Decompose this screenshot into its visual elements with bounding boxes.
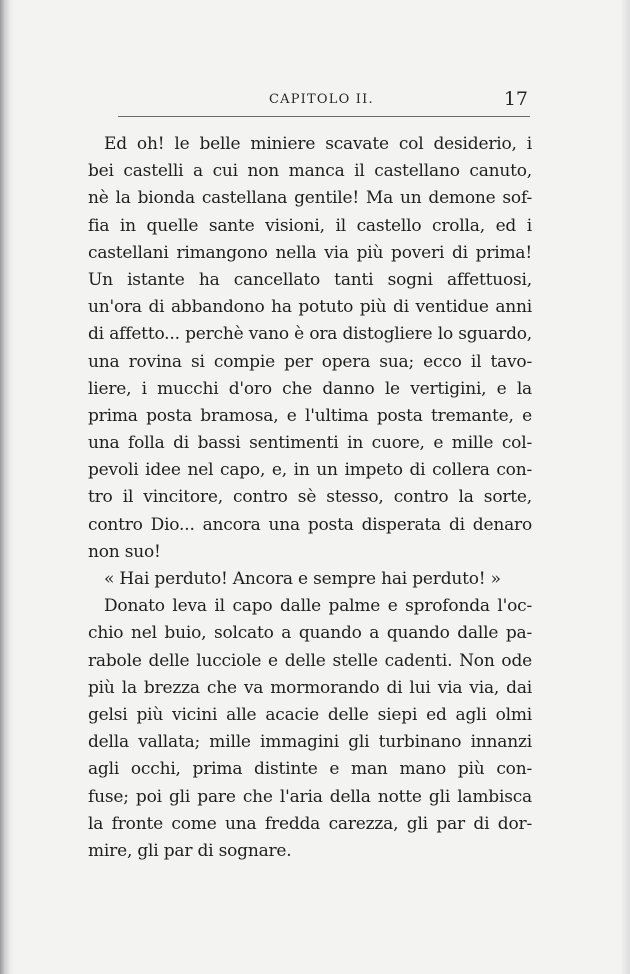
body-text	[88, 131, 532, 865]
text-line: prima posta bramosa, e l'ultima posta tremante, e	[88, 405, 532, 426]
text-line: rabole delle lucciole e delle stelle cadenti. Non ode	[88, 650, 532, 671]
text-line: una rovina si compie per opera sua; ecco il tavo-	[88, 351, 532, 372]
text-line: agli occhi, prima distinte e man mano più con-	[88, 759, 532, 780]
text-line: più la brezza che va mormorando di lui via via, dai	[88, 677, 532, 698]
chapter-title: CAPITOLO II.	[269, 92, 374, 107]
running-header	[86, 88, 530, 114]
text-line: Ed oh! le belle miniere scavate col desiderio, i	[104, 134, 532, 154]
text-line: chio nel buio, solcato a quando a quando dalle pa-	[88, 623, 532, 644]
text-line: fia in quelle sante visioni, il castello crolla, ed i	[88, 215, 532, 236]
text-line: Donato leva il capo dalle palme e sprofonda l'oc-	[104, 596, 532, 617]
text-line: contro Dio... ancora una posta disperata di denaro	[88, 514, 532, 535]
page-number: 17	[503, 88, 528, 110]
page-binding-edge	[0, 0, 14, 974]
header-rule	[118, 116, 530, 117]
text-line: non suo!	[88, 541, 161, 562]
page-edge-shadow	[620, 0, 630, 974]
text-line: castellani rimangono nella via più poveri di prima!	[88, 242, 532, 263]
text-line: bei castelli a cui non manca il castellano canuto,	[88, 161, 532, 182]
text-line: un'ora di abbandono ha potuto più di ventidue anni	[88, 297, 532, 318]
text-line: della vallata; mille immagini gli turbinano innanzi	[88, 732, 532, 753]
text-line: liere, i mucchi d'oro che danno le vertigini, e la	[88, 378, 532, 399]
text-line: « Hai perduto! Ancora e sempre hai perduto! »	[104, 569, 501, 589]
text-line: una folla di bassi sentimenti in cuore, e mille col-	[88, 433, 532, 454]
text-line: mire, gli par di sognare.	[88, 840, 292, 861]
text-line: tro il vincitore, contro sè stesso, contro la sorte,	[88, 487, 532, 508]
text-line: nè la bionda castellana gentile! Ma un demone sof-	[88, 188, 532, 209]
text-line: la fronte come una fredda carezza, gli par di dor-	[88, 813, 532, 834]
text-line: pevoli idee nel capo, e, in un impeto di collera con-	[88, 460, 532, 481]
text-line: Un istante ha cancellato tanti sogni affettuosi,	[88, 269, 532, 290]
text-line: gelsi più vicini alle acacie delle siepi ed agli olmi	[88, 704, 532, 725]
text-line: fuse; poi gli pare che l'aria della notte gli lambisca	[88, 786, 532, 807]
text-line: di affetto... perchè vano è ora distogliere lo sguardo,	[88, 324, 532, 345]
